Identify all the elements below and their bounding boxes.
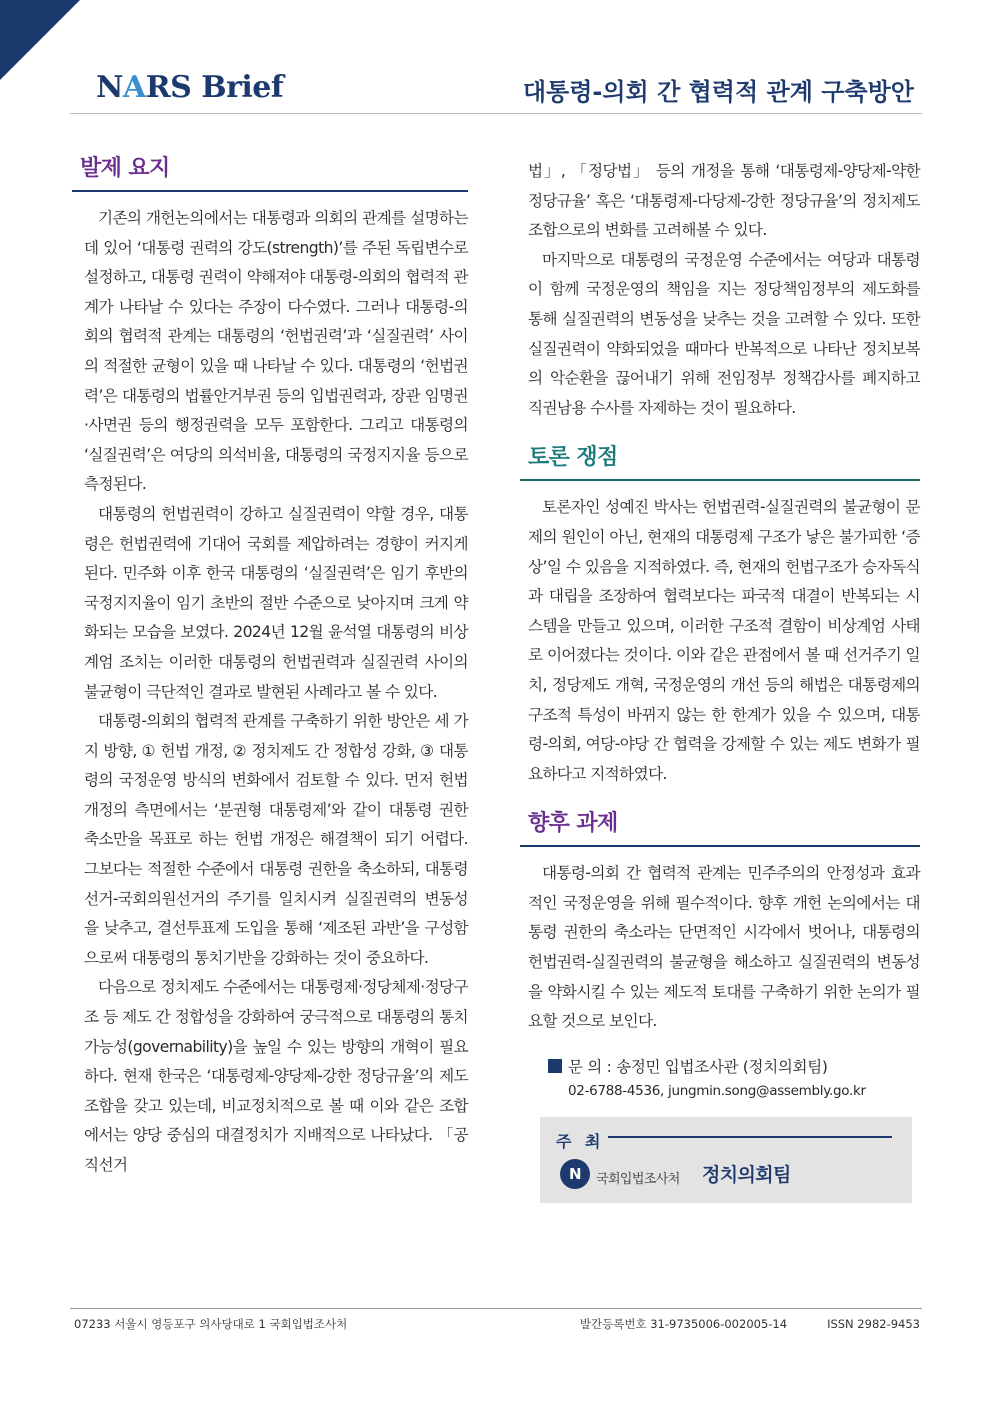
footer-divider — [70, 1308, 922, 1309]
issn: ISSN 2982-9453 — [827, 1317, 920, 1331]
host-label: 주 최 — [556, 1131, 605, 1151]
page-title: 대통령-의회 간 협력적 관계 구축방안 — [522, 78, 914, 106]
right-column — [528, 157, 920, 1203]
summary-paragraph-5: 마지막으로 대통령의 국정운영 수준에서는 여당과 대통령이 함께 국정운영의 책임을 지는 정당책임정부의 제도화를 통해 실질권력의 변동성을 낮추는 것을 고려할 수 있다. 또한 실질권력이 약화되었을 때마다 반복적으로 나타난 정치보복의 악순환을 끊어내기 위해 전임정부 정책감사를 폐지하고 직권남용 수사를 자제하는 것이 필요하다. — [528, 250, 920, 417]
contact-line-1: 문 의 : 송정민 입법조사관 (정치의회팀) — [568, 1057, 828, 1076]
host-box — [540, 1117, 912, 1203]
assembly-emblem-icon: N — [560, 1159, 590, 1189]
summary-paragraph-2: 대통령의 헌법권력이 강하고 실질권력이 약할 경우, 대통령은 헌법권력에 기대어 국회를 제압하려는 경향이 커지게 된다. 민주화 이후 한국 대통령의 ‘실질권력’은 임기 후반의 국정지지율이 임기 초반의 절반 수준으로 낮아지며 크게 약화되는 모습을 보였다. 2024년 12월 윤석열 대통령의 비상계엄 조치는 이러한 대통령의 헌법권력과 실질권력 사이의 불균형이 극단적인 결과로 발현된 사례라고 볼 수 있다. — [84, 504, 468, 701]
footer-publication-info — [540, 1316, 920, 1332]
contact-line-2: 02-6788-4536, jungmin.song@assembly.go.kr — [568, 1082, 866, 1099]
contact-info — [528, 1055, 920, 1103]
bullet-square-icon — [548, 1059, 562, 1073]
future-paragraph: 대통령-의회 간 협력적 관계는 민주주의의 안정성과 효과적인 국정운영을 위해 필수적이다. 향후 개헌 논의에서는 대통령 권한의 축소라는 단면적인 시각에서 벗어나, 대통령의 헌법권력-실질권력의 불균형을 해소하고 실질권력의 변동성을 약화시킬 수 있는 제도적 토대를 구축하기 위한 논의가 필요할 것으로 보인다. — [528, 864, 920, 1031]
summary-paragraph-4: 다음으로 정치제도 수준에서는 대통령제·정당체제·정당구조 등 제도 간 정합성을 강화하여 궁극적으로 대통령의 통치가능성(governability)을 높일 수 있는 방향의 개혁이 필요하다. 현재 한국은 ‘대통령제-양당제-강한 정당규율’의 제도 조합을 갖고 있는데, 비교정치적으로 볼 때 이와 같은 조합에서는 양당 중심의 대결정치가 지배적으로 나타났다. 「공직선거 — [84, 978, 468, 1174]
left-column — [80, 150, 468, 1181]
footer-address: 07233 서울시 영등포구 의사당대로 1 국회입법조사처 — [74, 1317, 348, 1331]
summary-paragraph-4-cont: 법」, 「정당법」 등의 개정을 통해 ‘대통령제-양당제-약한 정당규율’ 혹은 ‘대통령제-다당제-강한 정당규율’의 정치제도 조합으로의 변화를 고려해볼 수 있다. — [528, 162, 920, 240]
summary-heading: 발제 요지 — [72, 154, 468, 192]
corner-triangle — [0, 0, 80, 80]
host-team: 정치의회팀 — [702, 1163, 791, 1186]
nars-brief-logo: NARS Brief — [96, 70, 284, 105]
discussion-heading: 토론 쟁점 — [520, 443, 920, 481]
host-divider — [608, 1136, 892, 1138]
discussion-paragraph: 토론자인 성예진 박사는 헌법권력-실질권력의 불균형이 문제의 원인이 아닌, 현재의 대통령제 구조가 낳은 불가피한 ‘증상’일 수 있음을 지적하였다. 즉, 현재의 헌법구조가 승자독식과 대립을 조장하여 협력보다는 파국적 대결이 반복되는 시스템을 만들고 있으며, 이러한 구조적 결함이 비상계엄 사태로 이어졌다는 것이다. 이와 같은 관점에서 볼 때 선거주기 일치, 정당제도 개혁, 국정운영의 개선 등의 해법은 대통령제의 구조적 특성이 바뀌지 않는 한 한계가 있을 수 있으며, 대통령-의회, 여당-야당 간 협력을 강제할 수 있는 제도 변화가 필요하다고 지적하였다. — [528, 498, 920, 783]
summary-paragraph-3: 대통령-의회의 협력적 관계를 구축하기 위한 방안은 세 가지 방향, ① 헌법 개정, ② 정치제도 간 정합성 강화, ③ 대통령의 국정운영 방식의 변화에서 검토할 수 있다. 먼저 헌법 개정의 측면에서는 ‘분권형 대통령제’와 같이 대통령 권한 축소만을 목표로 하는 헌법 개정은 해결책이 되기 어렵다. 그보다는 적절한 수준에서 대통령 권한을 축소하되, 대통령선거-국회의원선거의 주기를 일치시켜 실질권력의 변동성을 낮추고, 결선투표제 도입을 통해 ‘제조된 과반’을 구성함으로써 대통령의 통치기반을 강화하는 것이 중요하다. — [84, 712, 468, 967]
host-org: 국회입법조사처 — [596, 1171, 680, 1187]
summary-paragraph-1: 기존의 개헌논의에서는 대통령과 의회의 관계를 설명하는 데 있어 ‘대통령 권력의 강도(strength)’를 주된 독립변수로 설정하고, 대통령 권력이 약해져야 대통령-의회의 협력적 관계가 나타날 수 있다는 주장이 다수였다. 그러나 대통령-의회의 협력적 관계는 대통령의 ‘헌법권력’과 ‘실질권력’ 사이의 적절한 균형이 있을 때 나타날 수 있다. 대통령의 ‘헌법권력’은 대통령의 법률안거부권 등의 입법권력과, 장관 임명권·사면권 등의 행정권력을 모두 포함한다. 그리고 대통령의 ‘실질권력’은 여당의 의석비율, 대통령의 국정지지율 등으로 측정된다. — [84, 209, 468, 494]
header-divider — [70, 113, 922, 114]
future-heading: 향후 과제 — [520, 809, 920, 847]
registration-number: 발간등록번호 31-9735006-002005-14 — [579, 1317, 788, 1331]
